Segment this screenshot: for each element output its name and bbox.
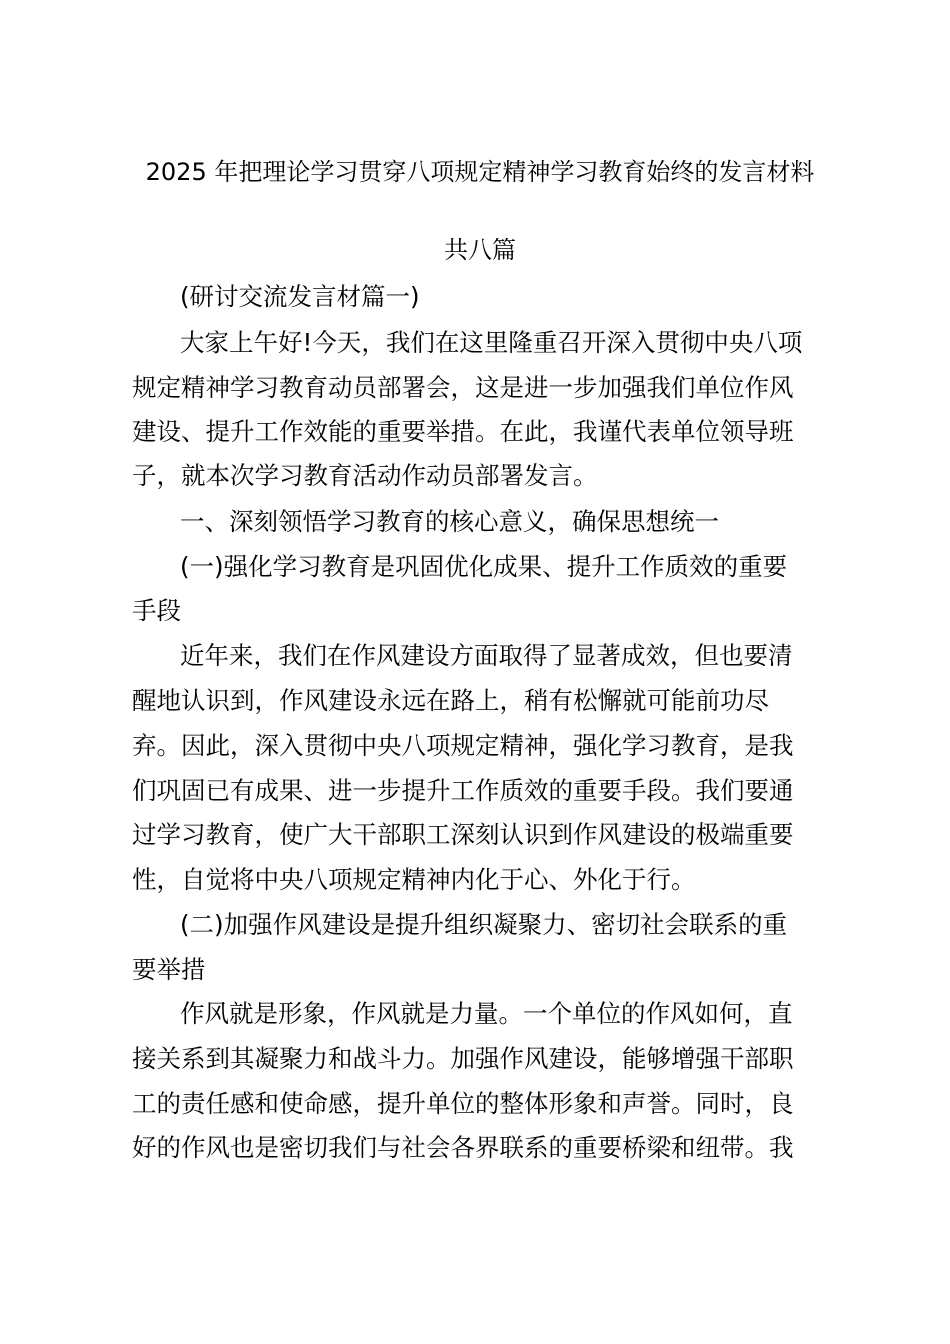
paragraph-line: 过学习教育，使广大干部职工深刻认识到作风建设的极端重要: [132, 820, 794, 849]
paragraph-line: 子，就本次学习教育活动作动员部署发言。: [132, 461, 598, 490]
paragraph-line: 弃。因此，深入贯彻中央八项规定精神，强化学习教育，是我: [132, 731, 794, 760]
paragraph-line: 醒地认识到，作风建设永远在路上，稍有松懈就可能前功尽: [132, 686, 769, 715]
paragraph-line: (研讨交流发言材篇一): [180, 282, 420, 311]
document-title-line-2: 共八篇: [444, 236, 516, 264]
paragraph-line: 规定精神学习教育动员部署会，这是进一步加强我们单位作风: [132, 373, 794, 402]
paragraph-line: 们巩固已有成果、进一步提升工作质效的重要手段。我们要通: [132, 776, 794, 805]
document-title-line-1: 2025 年把理论学习贯穿八项规定精神学习教育始终的发言材料: [145, 158, 815, 186]
paragraph-line: 接关系到其凝聚力和战斗力。加强作风建设，能够增强干部职: [132, 1044, 794, 1073]
paragraph-line: 工的责任感和使命感，提升单位的整体形象和声誉。同时，良: [132, 1089, 794, 1118]
section-heading: 一、深刻领悟学习教育的核心意义，确保思想统一: [180, 507, 719, 536]
paragraph-line: 好的作风也是密切我们与社会各界联系的重要桥梁和纽带。我: [132, 1133, 794, 1162]
subsection-heading: (二)加强作风建设是提升组织凝聚力、密切社会联系的重: [180, 910, 788, 939]
subsection-heading: 手段: [132, 596, 181, 625]
subsection-heading: 要举措: [132, 955, 206, 984]
paragraph-line: 大家上午好!今天，我们在这里隆重召开深入贯彻中央八项: [180, 328, 803, 357]
paragraph-line: 作风就是形象，作风就是力量。一个单位的作风如何，直: [180, 999, 793, 1028]
paragraph-line: 性，自觉将中央八项规定精神内化于心、外化于行。: [132, 865, 696, 894]
subsection-heading: (一)强化学习教育是巩固优化成果、提升工作质效的重要: [180, 552, 788, 581]
paragraph-line: 近年来，我们在作风建设方面取得了显著成效，但也要清: [180, 641, 793, 670]
paragraph-line: 建设、提升工作效能的重要举措。在此，我谨代表单位领导班: [132, 417, 794, 446]
